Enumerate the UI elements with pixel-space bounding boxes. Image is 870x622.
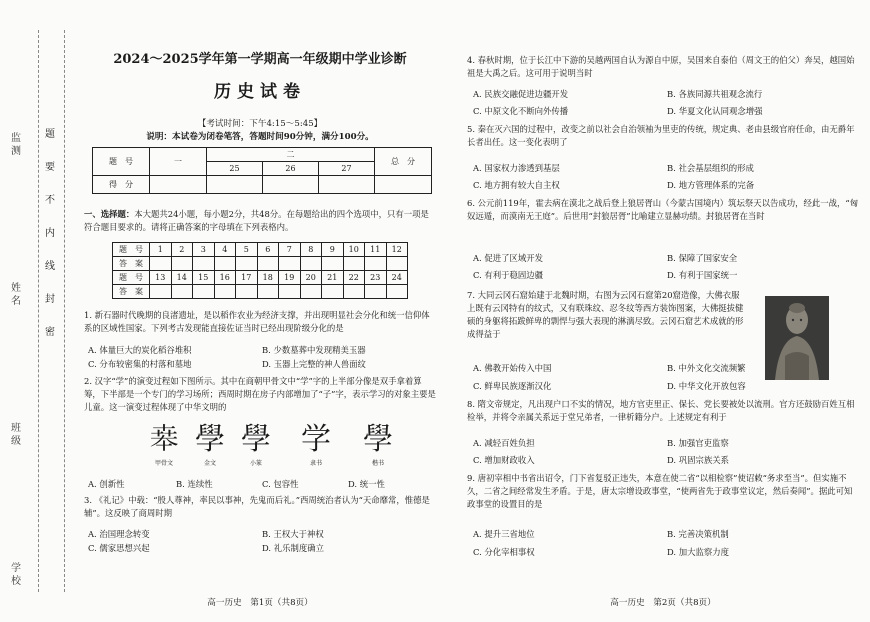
glyph-label: 小篆 bbox=[249, 460, 262, 467]
seal-line-chars bbox=[44, 128, 56, 359]
answer-cell[interactable] bbox=[300, 257, 322, 271]
answer-qnum: 24 bbox=[386, 271, 408, 285]
answer-cell[interactable] bbox=[236, 257, 258, 271]
glyph-label: 隶书 bbox=[309, 460, 322, 467]
score-col-one: 一 bbox=[150, 148, 207, 176]
seal-char: 要 bbox=[45, 162, 55, 173]
q4-option-b: B. 各族同源共祖观念流行 bbox=[667, 89, 763, 99]
answer-cell[interactable] bbox=[386, 257, 408, 271]
q1-option-b: B. 少数墓葬中发现精美玉器 bbox=[262, 345, 366, 355]
section-one-heading bbox=[84, 208, 436, 234]
answer-label-answer: 答 案 bbox=[113, 285, 150, 299]
answer-qnum: 13 bbox=[150, 271, 172, 285]
glyph-regular bbox=[354, 423, 402, 470]
answer-label-question: 题 号 bbox=[113, 271, 150, 285]
q3-option-d: D. 礼乐制度确立 bbox=[262, 543, 324, 553]
q2-option-b: B. 连续性 bbox=[176, 479, 213, 489]
q5-option-b: B. 社会基层组织的形成 bbox=[667, 163, 754, 173]
q7-option-d: D. 中华文化开放包容 bbox=[667, 381, 746, 391]
score-cell[interactable] bbox=[207, 176, 263, 194]
q8-option-b: B. 加强官吏监察 bbox=[667, 438, 729, 448]
section-one-label: 一、选择题： bbox=[84, 209, 135, 219]
xue-evolution-figure bbox=[144, 423, 434, 473]
answer-qnum: 5 bbox=[236, 243, 258, 257]
q6-option-d: D. 有利于国家统一 bbox=[667, 270, 738, 280]
score-cell[interactable] bbox=[150, 176, 207, 194]
glyph-label: 楷书 bbox=[371, 460, 384, 467]
q3-option-b: B. 王权大于神权 bbox=[262, 529, 324, 539]
right-page bbox=[455, 0, 867, 622]
q1-option-a: A. 体量巨大的炭化稻谷堆积 bbox=[88, 345, 192, 355]
seal-char: 线 bbox=[45, 261, 55, 272]
buddha-statue-icon bbox=[765, 296, 829, 380]
answer-table bbox=[112, 242, 408, 299]
q8-option-d: D. 巩固宗族关系 bbox=[667, 455, 729, 465]
answer-qnum: 2 bbox=[171, 243, 193, 257]
q4-option-c: C. 中原文化不断向外传播 bbox=[473, 106, 569, 116]
question-4: 4. 春秋时期，位于长江中下游的吴越两国自认为源自中原，吴国来自泰伯（周文王的伯父）奔吴，越国始祖是大禹之后。这可用于说明当时 bbox=[467, 55, 855, 78]
label-jiance: 监测 bbox=[11, 133, 21, 157]
score-cell[interactable] bbox=[263, 176, 319, 194]
answer-qnum: 21 bbox=[322, 271, 344, 285]
answer-label-question: 题 号 bbox=[113, 243, 150, 257]
answer-qnum: 9 bbox=[322, 243, 344, 257]
q4-option-d: D. 华夏文化认同观念增强 bbox=[667, 106, 763, 116]
glyph-char: 學 bbox=[363, 422, 393, 457]
q1-option-d: D. 玉器上完整的神人兽面纹 bbox=[262, 359, 366, 369]
answer-label-answer: 答 案 bbox=[113, 257, 150, 271]
score-label-question: 题 号 bbox=[93, 148, 150, 176]
glyph-char: 學 bbox=[241, 422, 271, 457]
exam-subject: 历史试卷 bbox=[214, 82, 306, 102]
answer-qnum: 18 bbox=[257, 271, 279, 285]
answer-qnum: 6 bbox=[257, 243, 279, 257]
glyph-char: 學 bbox=[195, 422, 225, 457]
exam-title: 2024～2025学年第一学期高一年级期中学业诊断 bbox=[113, 52, 407, 67]
q6-option-b: B. 保障了国家安全 bbox=[667, 253, 738, 263]
question-7: 7. 大同云冈石窟始建于北魏时期，右图为云冈石窟第20窟造像，大佛衣服上既有云冈特有的纹式，又有联珠纹、忍冬纹等西方装饰图案，大佛挺拔健硕的身躯将拓跋鲜卑的剽悍与强大表现的淋漓尽致。云冈石窟艺术成就的形成得益于 bbox=[467, 290, 744, 339]
question-2: 2. 汉字“学”的演变过程如下图所示。其中在商朝甲骨文中“学”字的上半部分像是双手拿着算筹，下半部是一个专门的学习场所；西周时期在房子内部增加了“子”字，表示学习的对象主要是儿童。这一演变过程体现了中华文明的 bbox=[84, 376, 436, 412]
q2-option-a: A. 创新性 bbox=[88, 479, 125, 489]
q8-option-c: C. 增加财政收入 bbox=[473, 455, 535, 465]
q9-option-c: C. 分化宰相事权 bbox=[473, 547, 535, 557]
answer-cell[interactable] bbox=[257, 257, 279, 271]
answer-cell[interactable] bbox=[236, 285, 258, 299]
q7-option-c: C. 鲜卑民族逐渐汉化 bbox=[473, 381, 552, 391]
label-name: 姓名 bbox=[11, 283, 21, 307]
seal-char: 不 bbox=[45, 195, 55, 206]
label-school: 学校 bbox=[11, 563, 21, 587]
answer-qnum: 16 bbox=[214, 271, 236, 285]
glyph-clerical bbox=[292, 423, 340, 470]
answer-cell[interactable] bbox=[386, 285, 408, 299]
glyph-small-seal bbox=[236, 423, 276, 470]
answer-cell[interactable] bbox=[300, 285, 322, 299]
score-sub-col: 26 bbox=[263, 162, 319, 176]
score-table bbox=[92, 147, 432, 194]
exam-note: 说明：本试卷为闭卷笔答，答题时间90分钟，满分100分。 bbox=[146, 132, 374, 142]
answer-cell[interactable] bbox=[171, 285, 193, 299]
seal-char: 密 bbox=[45, 327, 55, 338]
q3-option-c: C. 儒家思想兴起 bbox=[88, 543, 150, 553]
question-6: 6. 公元前119年，霍去病在漠北之战后登上狼居胥山（今蒙古国境内）筑坛祭天以告成功，经此一战，“匈奴远遁，而漠南无王庭”。后世用“封狼居胥”比喻建立显赫功绩。封狼居胥在当时 bbox=[467, 198, 859, 221]
yungang-buddha-image bbox=[765, 296, 829, 380]
q9-option-a: A. 提升三省地位 bbox=[473, 529, 535, 539]
answer-cell[interactable] bbox=[171, 257, 193, 271]
binding-line bbox=[38, 30, 39, 592]
answer-qnum: 20 bbox=[300, 271, 322, 285]
glyph-oracle bbox=[144, 423, 184, 470]
score-cell[interactable] bbox=[375, 176, 432, 194]
answer-cell[interactable] bbox=[322, 257, 344, 271]
q5-option-d: D. 地方管理体系的完备 bbox=[667, 180, 755, 190]
glyph-label: 甲骨文 bbox=[154, 460, 173, 467]
q1-option-c: C. 分布较密集的村落和墓地 bbox=[88, 359, 192, 369]
q2-option-c: C. 包容性 bbox=[262, 479, 299, 489]
seal-char: 封 bbox=[45, 294, 55, 305]
q5-option-c: C. 地方拥有较大自主权 bbox=[473, 180, 560, 190]
answer-cell[interactable] bbox=[193, 285, 215, 299]
answer-cell[interactable] bbox=[365, 285, 387, 299]
answer-qnum: 4 bbox=[214, 243, 236, 257]
page-footer-left: 高一历史 第1页（共8页） bbox=[207, 598, 313, 608]
answer-cell[interactable] bbox=[322, 285, 344, 299]
score-label-score: 得 分 bbox=[93, 176, 150, 194]
q6-option-c: C. 有利于稳固边疆 bbox=[473, 270, 544, 280]
q5-option-a: A. 国家权力渗透到基层 bbox=[473, 163, 560, 173]
answer-qnum: 22 bbox=[343, 271, 365, 285]
q4-option-a: A. 民族交融促进边疆开发 bbox=[473, 89, 569, 99]
q9-option-b: B. 完善决策机制 bbox=[667, 529, 729, 539]
answer-qnum: 12 bbox=[386, 243, 408, 257]
score-sub-col: 27 bbox=[319, 162, 375, 176]
answer-qnum: 19 bbox=[279, 271, 301, 285]
answer-qnum: 3 bbox=[193, 243, 215, 257]
glyph-char: 𠦪 bbox=[149, 422, 179, 457]
page-footer-right: 高一历史 第2页（共8页） bbox=[610, 598, 716, 608]
exam-time: 【考试时间：下午4:15～5:45】 bbox=[197, 119, 323, 129]
glyph-label: 金文 bbox=[203, 460, 216, 467]
answer-qnum: 15 bbox=[193, 271, 215, 285]
q3-option-a: A. 治国理念转变 bbox=[88, 529, 150, 539]
binding-line bbox=[64, 30, 65, 592]
q7-option-b: B. 中外文化交流频繁 bbox=[667, 363, 746, 373]
section-one-instructions: 本大题共24小题，每小题2分，共48分。在每题给出的四个选项中，只有一项是符合题目要求的。请将正确答案的字母填在下列表格内。 bbox=[84, 209, 429, 232]
score-col-total: 总 分 bbox=[375, 148, 432, 176]
glyph-bronze bbox=[190, 423, 230, 470]
answer-cell[interactable] bbox=[193, 257, 215, 271]
score-col-two: 二 bbox=[207, 148, 375, 162]
answer-cell[interactable] bbox=[214, 257, 236, 271]
q6-option-a: A. 促进了区域开发 bbox=[473, 253, 543, 263]
answer-cell[interactable] bbox=[150, 285, 172, 299]
score-sub-col: 25 bbox=[207, 162, 263, 176]
answer-qnum: 17 bbox=[236, 271, 258, 285]
q7-option-a: A. 佛教开始传入中国 bbox=[473, 363, 552, 373]
answer-cell[interactable] bbox=[365, 257, 387, 271]
score-cell[interactable] bbox=[319, 176, 375, 194]
answer-cell[interactable] bbox=[279, 285, 301, 299]
q8-option-a: A. 减轻百姓负担 bbox=[473, 438, 535, 448]
question-1: 1. 新石器时代晚期的良渚遗址，是以稻作农业为经济支撑，并出现明显社会分化和统一信仰体系的区域性国家。下列考古发现能直接佐证当时已经出现阶级分化的是 bbox=[84, 310, 430, 333]
answer-cell[interactable] bbox=[257, 285, 279, 299]
answer-qnum: 7 bbox=[279, 243, 301, 257]
answer-qnum: 14 bbox=[171, 271, 193, 285]
label-class: 班级 bbox=[11, 423, 21, 447]
answer-cell[interactable] bbox=[214, 285, 236, 299]
binding-margin bbox=[0, 0, 78, 622]
answer-cell[interactable] bbox=[279, 257, 301, 271]
answer-cell[interactable] bbox=[343, 257, 365, 271]
q2-option-d: D. 统一性 bbox=[348, 479, 385, 489]
glyph-char: 学 bbox=[301, 422, 331, 457]
seal-char: 内 bbox=[45, 228, 55, 239]
question-8: 8. 隋文帝规定，凡出现户口不实的情况，地方官吏里正、保长、党长要被处以流刑。官方还鼓励百姓互相检举，并将令亲属关系远于堂兄弟者，一律析籍分户。上述规定有利于 bbox=[467, 399, 855, 422]
answer-cell[interactable] bbox=[343, 285, 365, 299]
answer-cell[interactable] bbox=[150, 257, 172, 271]
answer-qnum: 23 bbox=[365, 271, 387, 285]
seal-char: 题 bbox=[45, 129, 55, 140]
answer-qnum: 11 bbox=[365, 243, 387, 257]
answer-qnum: 8 bbox=[300, 243, 322, 257]
answer-qnum: 10 bbox=[343, 243, 365, 257]
answer-qnum: 1 bbox=[150, 243, 172, 257]
question-5: 5. 秦在灭六国的过程中，改变之前以社会自治领袖为里吏的传统，规定典、老由县级官府任命，由无爵年长者出任。这一变化表明了 bbox=[467, 124, 855, 147]
question-9: 9. 唐初宰相中书省出诏令，门下省复驳正违失，本意在使二省“以相检察”使诏敕“务求至当”。但实施不久，二省之间经常发生矛盾。于是，唐太宗增设政事堂，“使两省先于政事堂议定，然后奏闻”。据此可知政事堂的设置目的是 bbox=[467, 473, 853, 509]
question-3: 3. 《礼记》中载：“殷人尊神，率民以事神，先鬼而后礼。”西周统治者认为“天命靡常，惟德是辅”。这反映了商周时期 bbox=[84, 495, 430, 518]
q9-option-d: D. 加大监察力度 bbox=[667, 547, 729, 557]
